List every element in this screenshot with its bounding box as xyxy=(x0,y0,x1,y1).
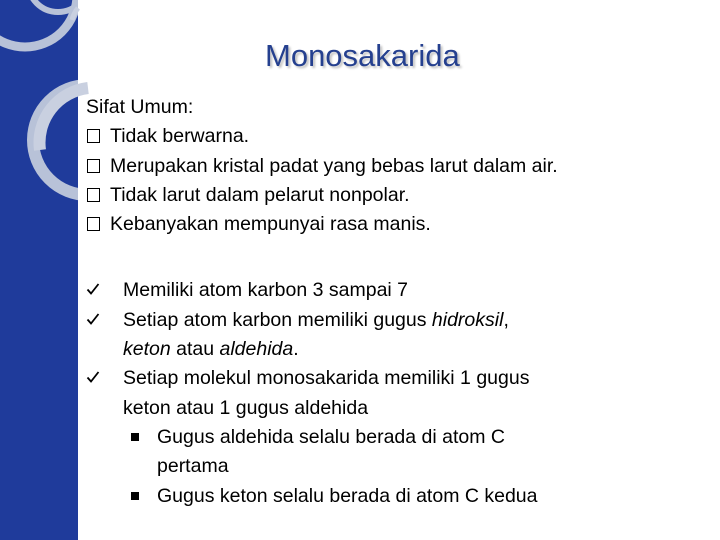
checkbox-icon xyxy=(87,159,100,173)
check-item-continuation: keton atau 1 gugus aldehida xyxy=(123,396,369,419)
property-item: Merupakan kristal padat yang bebas larut dalam air. xyxy=(86,152,716,181)
check-item: Setiap atom karbon memiliki gugus hidroksil, xyxy=(86,306,716,335)
checkbox-icon xyxy=(87,217,100,231)
checkbox-icon xyxy=(87,129,100,143)
sub-bullet-continuation: pertama xyxy=(157,455,229,478)
property-item: Tidak larut dalam pelarut nonpolar. xyxy=(86,181,716,210)
checkmark-icon xyxy=(86,364,100,393)
check-item: Memiliki atom karbon 3 sampai 7 xyxy=(86,276,716,305)
check-item: Setiap molekul monosakarida memiliki 1 gugus xyxy=(86,364,716,393)
sub-bullet-item: Gugus aldehida selalu berada di atom C xyxy=(86,423,716,452)
checkbox-icon xyxy=(87,188,100,202)
square-bullet-icon xyxy=(131,433,139,441)
slide-title: Monosakarida xyxy=(265,38,460,73)
check-item-continuation: keton atau aldehida. xyxy=(123,338,299,361)
checkmark-icon xyxy=(86,306,100,335)
square-bullet-icon xyxy=(131,492,139,500)
property-item: Tidak berwarna. xyxy=(86,122,716,151)
property-item: Kebanyakan mempunyai rasa manis. xyxy=(86,210,716,239)
sub-bullet-item: Gugus keton selalu berada di atom C kedua xyxy=(86,482,716,511)
slide-body xyxy=(86,93,716,511)
checkmark-icon xyxy=(86,276,100,305)
sifat-heading: Sifat Umum: xyxy=(86,96,194,118)
